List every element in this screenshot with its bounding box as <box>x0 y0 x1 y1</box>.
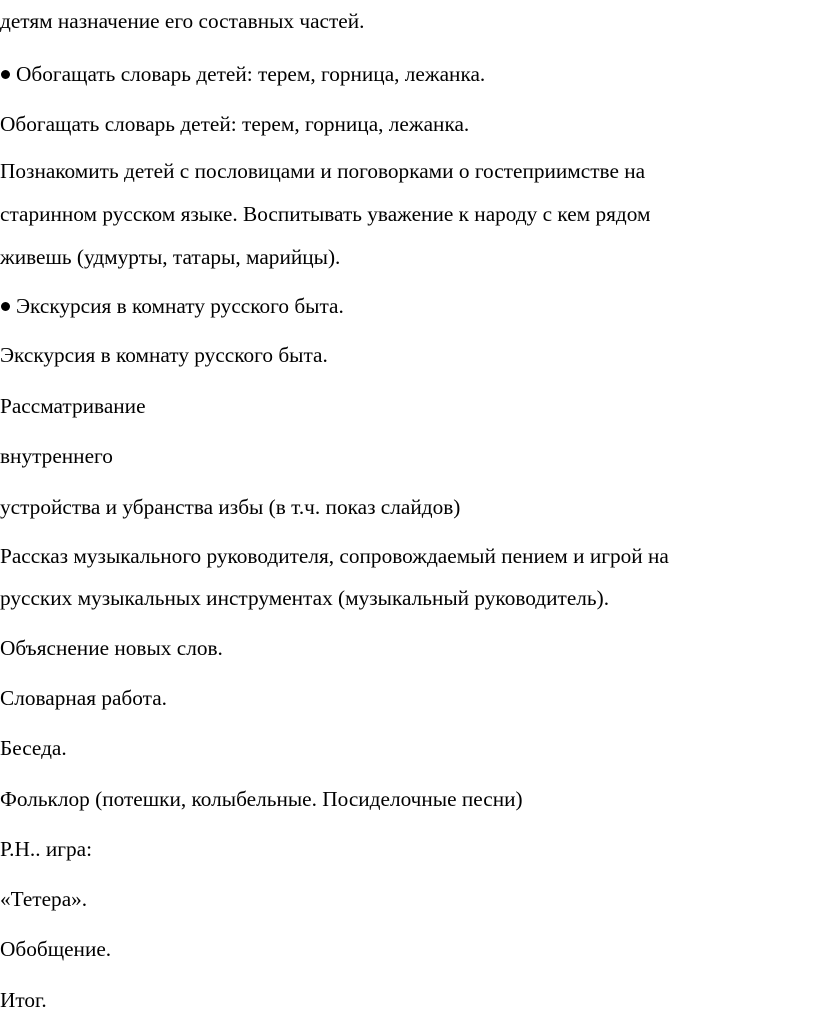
text-line: внутреннего <box>0 444 113 468</box>
bullet-icon <box>1 302 10 311</box>
text-line: «Тетера». <box>0 887 88 911</box>
text-line: детям назначение его составных частей. <box>0 9 365 33</box>
text-line: живешь (удмурты, татары, марийцы). <box>0 245 341 269</box>
text-line: старинном русском языке. Воспитывать уважение к народу с кем рядом <box>0 202 651 226</box>
bullet-icon <box>1 70 10 79</box>
text-line: Итог. <box>0 988 47 1012</box>
text-line: устройства и убранства избы (в т.ч. показ слайдов) <box>0 495 461 519</box>
text-line: Объяснение новых слов. <box>0 636 223 660</box>
bullet-item-text: Обогащать словарь детей: терем, горница, лежанка. <box>16 62 486 86</box>
text-line: Беседа. <box>0 736 67 760</box>
text-line: Рассказ музыкального руководителя, сопровождаемый пением и игрой на <box>0 544 669 568</box>
bullet-item-text: Экскурсия в комнату русского быта. <box>16 294 344 318</box>
text-line: Обобщение. <box>0 937 112 961</box>
text-line: Экскурсия в комнату русского быта. <box>0 343 328 367</box>
text-line: Словарная работа. <box>0 686 167 710</box>
bullet-item <box>0 64 485 85</box>
text-line: Рассматривание <box>0 394 146 418</box>
text-line: Фольклор (потешки, колыбельные. Посиделочные песни) <box>0 787 523 811</box>
text-line: русских музыкальных инструментах (музыкальный руководитель). <box>0 586 610 610</box>
text-line: Познакомить детей с пословицами и поговорками о гостеприимстве на <box>0 159 646 183</box>
bullet-item <box>0 296 344 317</box>
text-line: Р.Н.. игра: <box>0 837 93 861</box>
text-line: Обогащать словарь детей: терем, горница, лежанка. <box>0 112 470 136</box>
